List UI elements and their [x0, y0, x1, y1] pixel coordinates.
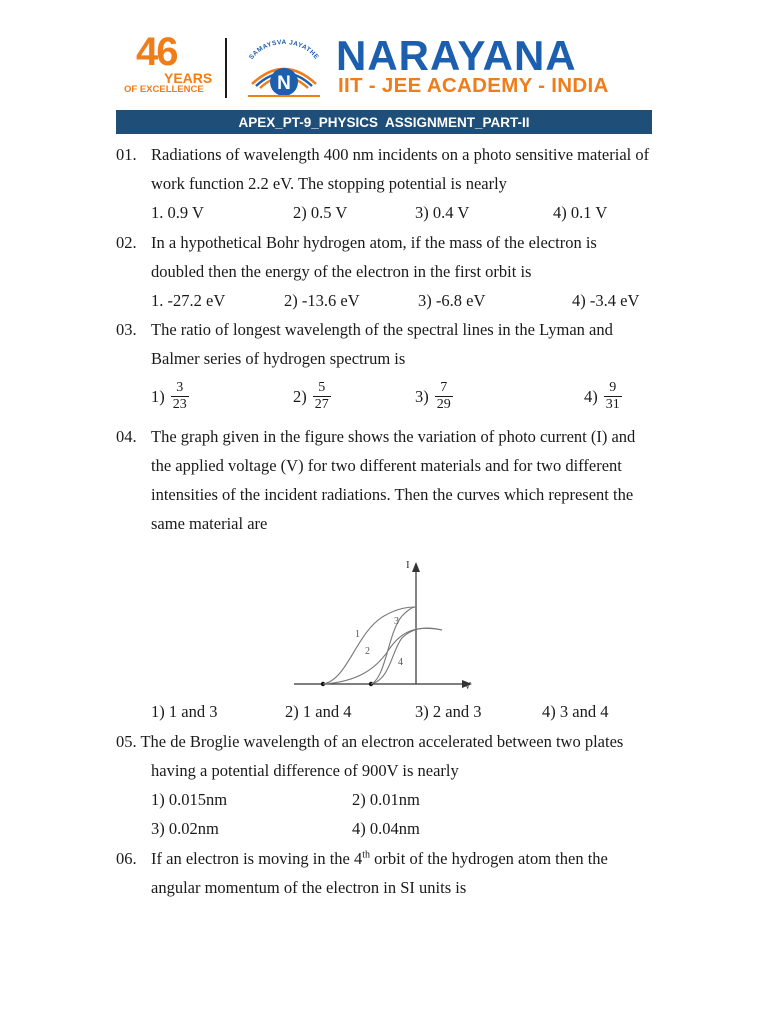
ordinal-suffix: th — [362, 849, 371, 861]
question-3-line-2: Balmer series of hydrogen spectrum is — [151, 349, 406, 368]
question-4-line-2: the applied voltage (V) for two different materials and for two different — [151, 456, 622, 475]
x-axis-label: V — [464, 681, 472, 692]
question-3-option-3 — [415, 380, 453, 413]
fraction-denominator: 31 — [605, 397, 620, 412]
emblem-motto: SAMAYSVA JAYATHE — [247, 39, 321, 62]
question-6-line-2: angular momentum of the electron in SI units is — [151, 878, 467, 897]
curve-4 — [371, 628, 442, 684]
question-5-line-1: 05. The de Broglie wavelength of an electron accelerated between two plates — [116, 732, 624, 751]
question-2-line-1: In a hypothetical Bohr hydrogen atom, if the mass of the electron is — [151, 233, 597, 252]
curve-label-1: 1 — [355, 629, 360, 640]
fraction — [313, 380, 331, 413]
years-word: YEARS — [164, 70, 213, 86]
header-divider — [225, 38, 227, 98]
fraction-denominator: 23 — [172, 397, 187, 412]
question-3-option-1 — [151, 380, 189, 413]
years-tag: OF EXCELLENCE — [124, 84, 204, 95]
question-4-line-4: same material are — [151, 514, 268, 533]
years-of-excellence-logo — [122, 30, 222, 98]
question-number-3: 03. — [116, 320, 137, 339]
question-number-6: 06. — [116, 849, 137, 868]
question-5-option-1: 1) 0.015nm — [151, 790, 228, 809]
option-label: 4) — [584, 386, 598, 406]
curve-2 — [323, 628, 442, 684]
question-3-option-4 — [584, 380, 622, 413]
fraction — [171, 380, 189, 413]
question-1-line-1: Radiations of wavelength 400 nm incidents on a photo sensitive material of — [151, 145, 650, 164]
y-axis-arrow — [412, 562, 420, 572]
question-4-line-3: intensities of the incident radiations. Then the curves which represent the — [151, 485, 634, 504]
question-4-option-4: 4) 3 and 4 — [542, 702, 609, 721]
years-number: 46 — [136, 30, 177, 74]
question-5-option-3: 3) 0.02nm — [151, 819, 219, 838]
question-6-line-1 — [151, 849, 608, 869]
question-4-option-3: 3) 2 and 3 — [415, 702, 482, 721]
question-5-option-2: 2) 0.01nm — [352, 790, 420, 809]
narayana-emblem-icon — [238, 38, 330, 100]
question-6-line-1-part-a: If an electron is moving in the 4 — [151, 849, 363, 868]
question-1-option-2: 2) 0.5 V — [293, 203, 348, 222]
brand-subtitle: IIT - JEE ACADEMY - INDIA — [338, 74, 609, 97]
fraction — [604, 380, 622, 413]
question-5-option-4: 4) 0.04nm — [352, 819, 420, 838]
svg-text:N: N — [277, 73, 291, 94]
fraction — [435, 380, 453, 413]
fraction-numerator: 7 — [440, 380, 448, 395]
option-label: 2) — [293, 386, 307, 406]
fraction-numerator: 3 — [176, 380, 184, 395]
question-4-option-1: 1) 1 and 3 — [151, 702, 218, 721]
y-axis-label: I — [406, 559, 410, 571]
fraction-numerator: 9 — [609, 380, 617, 395]
question-2-option-4: 4) -3.4 eV — [572, 291, 640, 310]
question-5-line-2: having a potential difference of 900V is nearly — [151, 761, 459, 780]
option-label: 1) — [151, 386, 165, 406]
fraction-denominator: 29 — [436, 397, 451, 412]
curve-label-4: 4 — [398, 657, 403, 668]
curve-label-2: 2 — [365, 646, 370, 657]
question-number-2: 02. — [116, 233, 137, 252]
curve-label-3: 3 — [394, 616, 399, 627]
question-1-option-3: 3) 0.4 V — [415, 203, 470, 222]
page-header — [0, 0, 768, 130]
question-number-1: 01. — [116, 145, 137, 164]
fraction-denominator: 27 — [314, 397, 329, 412]
brand-name: NARAYANA — [336, 32, 577, 79]
fraction-numerator: 5 — [318, 380, 326, 395]
question-number-4: 04. — [116, 427, 137, 446]
question-6-line-1-part-b: orbit of the hydrogen atom then the — [370, 849, 608, 868]
question-1-option-4: 4) 0.1 V — [553, 203, 608, 222]
question-1-line-2: work function 2.2 eV. The stopping potential is nearly — [151, 174, 507, 193]
question-1-option-1: 1. 0.9 V — [151, 203, 204, 222]
question-4-option-2: 2) 1 and 4 — [285, 702, 352, 721]
assignment-title-bar — [116, 110, 652, 134]
question-2-option-1: 1. -27.2 eV — [151, 291, 226, 310]
photocurrent-voltage-graph — [286, 552, 486, 698]
question-2-line-2: doubled then the energy of the electron in the first orbit is — [151, 262, 532, 281]
question-3-line-1: The ratio of longest wavelength of the spectral lines in the Lyman and — [151, 320, 613, 339]
question-2-option-2: 2) -13.6 eV — [284, 291, 360, 310]
assignment-title: APEX_PT-9_PHYSICS ASSIGNMENT_PART-II — [238, 114, 530, 130]
question-3-option-2 — [293, 380, 331, 413]
svg-text:SAMAYSVA JAYATHE — [248, 39, 320, 61]
option-label: 3) — [415, 386, 429, 406]
question-4-line-1: The graph given in the figure shows the variation of photo current (I) and — [151, 427, 636, 446]
question-2-option-3: 3) -6.8 eV — [418, 291, 486, 310]
